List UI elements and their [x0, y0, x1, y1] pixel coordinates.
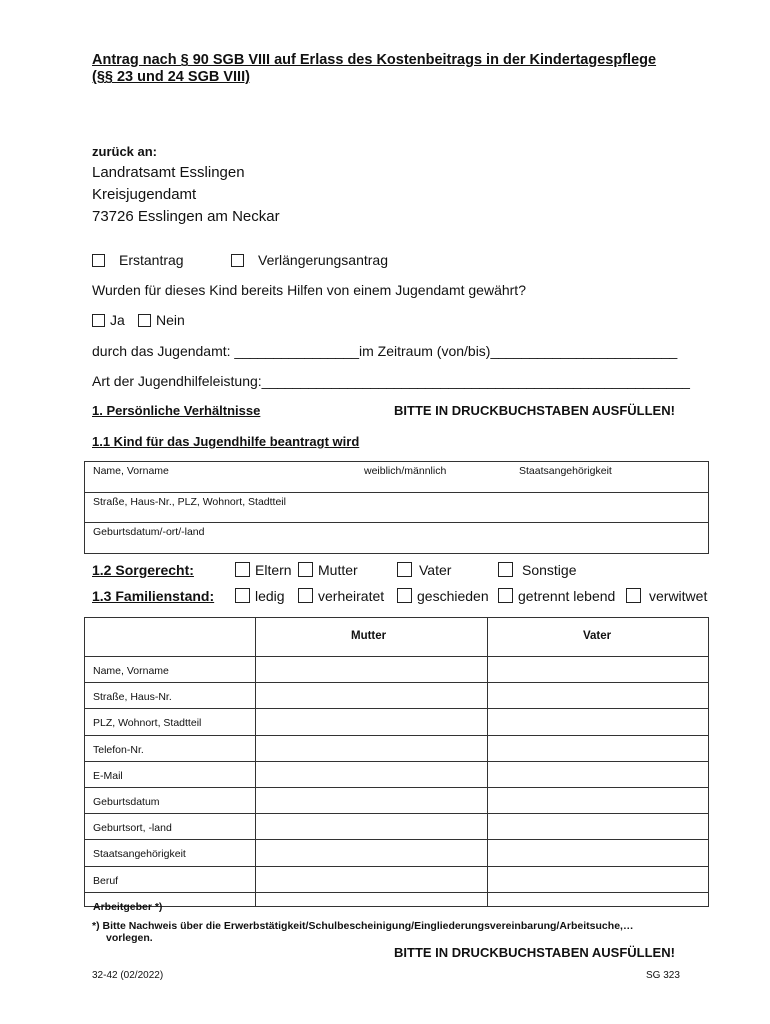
parent-row-label: Name, Vorname: [93, 665, 169, 677]
section1-notice: BITTE IN DRUCKBUCHSTABEN AUSFÜLLEN!: [394, 403, 675, 418]
option-nein[interactable]: [138, 312, 185, 328]
address-line2: Kreisjugendamt: [92, 186, 197, 203]
parents-table: [84, 617, 709, 913]
child-name-label: Name, Vorname: [93, 465, 169, 477]
section1-heading: 1. Persönliche Verhältnisse: [92, 403, 261, 418]
footnote-line2: vorlegen.: [106, 932, 153, 944]
label-sonstige: Sonstige: [522, 562, 577, 578]
address-line1: Landratsamt Esslingen: [92, 164, 245, 181]
checkbox-getrennt[interactable]: [498, 588, 513, 603]
label-vater: Vater: [419, 562, 452, 578]
parent-row-label: E-Mail: [93, 770, 123, 782]
label-erstantrag: Erstantrag: [119, 252, 184, 268]
option-ja[interactable]: [92, 312, 125, 328]
label-getrennt: getrennt lebend: [518, 588, 616, 604]
column-divider: [255, 618, 256, 906]
label-nein: Nein: [156, 312, 185, 328]
section1-3-heading: 1.3 Familienstand:: [92, 588, 215, 604]
section1-2-heading: 1.2 Sorgerecht:: [92, 562, 194, 578]
parent-row-label: Telefon-Nr.: [93, 744, 144, 756]
option-geschieden[interactable]: [397, 588, 489, 604]
label-mutter: Mutter: [318, 562, 358, 578]
youth-office-line[interactable]: durch das Jugendamt: ________________im Zeitraum (von/bis)________________________: [92, 343, 678, 359]
help-type-line[interactable]: Art der Jugendhilfeleistung:_______________________________________________________: [92, 373, 690, 389]
table-row-divider: [85, 761, 708, 762]
child-gender-label: weiblich/männlich: [364, 465, 447, 477]
parent-row-label: PLZ, Wohnort, Stadtteil: [93, 717, 202, 729]
parent-row-label: Staatsangehörigkeit: [93, 848, 186, 860]
option-verheiratet[interactable]: [298, 588, 384, 604]
column-header-vater: Vater: [583, 630, 612, 642]
address-line3: 73726 Esslingen am Neckar: [92, 208, 280, 225]
column-divider: [487, 618, 488, 906]
child-address-label: Straße, Haus-Nr., PLZ, Wohnort, Stadtteil: [93, 496, 286, 508]
label-verheiratet: verheiratet: [318, 588, 385, 604]
label-ledig: ledig: [255, 588, 285, 604]
table-row-divider: [85, 892, 708, 893]
label-ja: Ja: [110, 312, 125, 328]
parent-row-label: Geburtsort, -land: [93, 822, 172, 834]
label-eltern: Eltern: [255, 562, 292, 578]
child-table: [84, 461, 709, 554]
form-title-line1: Antrag nach § 90 SGB VIII auf Erlass des Kostenbeitrags in der Kindertagespflege: [92, 52, 657, 68]
table-row-divider: [85, 682, 708, 683]
label-geschieden: geschieden: [417, 588, 489, 604]
table-row-divider: [85, 813, 708, 814]
table-row-divider: [85, 787, 708, 788]
bottom-notice: BITTE IN DRUCKBUCHSTABEN AUSFÜLLEN!: [394, 945, 675, 960]
option-getrennt[interactable]: [498, 588, 615, 604]
option-sorgerecht-eltern[interactable]: [235, 562, 292, 578]
checkbox-geschieden[interactable]: [397, 588, 412, 603]
checkbox-erstantrag[interactable]: [92, 254, 105, 267]
form-code: SG 323: [646, 970, 680, 981]
checkbox-nein[interactable]: [138, 314, 151, 327]
table-row-divider: [85, 866, 708, 867]
option-sorgerecht-mutter[interactable]: [298, 562, 358, 578]
parent-row-label: Beruf: [93, 875, 119, 887]
form-title-line2: (§§ 23 und 24 SGB VIII): [92, 69, 250, 85]
option-sorgerecht-sonstige[interactable]: [498, 562, 576, 578]
label-verwitwet: verwitwet: [649, 588, 708, 604]
checkbox-eltern[interactable]: [235, 562, 250, 577]
checkbox-verheiratet[interactable]: [298, 588, 313, 603]
table-row-divider: [85, 656, 708, 657]
section1-1-heading: 1.1 Kind für das Jugendhilfe beantragt wird: [92, 434, 360, 449]
table-row-divider: [85, 735, 708, 736]
label-verlaengerung: Verlängerungsantrag: [258, 252, 388, 268]
parent-row-label: Geburtsdatum: [93, 796, 160, 808]
checkbox-verlaengerung[interactable]: [231, 254, 244, 267]
option-verwitwet[interactable]: [626, 588, 707, 604]
table-row-divider: [85, 839, 708, 840]
checkbox-verwitwet[interactable]: [626, 588, 641, 603]
checkbox-mutter[interactable]: [298, 562, 313, 577]
child-row-divider: [85, 492, 708, 493]
checkbox-ja[interactable]: [92, 314, 105, 327]
option-ledig[interactable]: [235, 588, 285, 604]
prior-help-question: Wurden für dieses Kind bereits Hilfen von einem Jugendamt gewährt?: [92, 282, 526, 298]
option-verlaengerung[interactable]: [231, 252, 388, 268]
return-label: zurück an:: [92, 144, 158, 159]
option-erstantrag[interactable]: [92, 252, 184, 268]
child-citizenship-label: Staatsangehörigkeit: [519, 465, 612, 477]
option-sorgerecht-vater[interactable]: [397, 562, 451, 578]
form-number: 32-42 (02/2022): [92, 970, 164, 981]
child-row-divider: [85, 522, 708, 523]
checkbox-vater[interactable]: [397, 562, 412, 577]
column-header-mutter: Mutter: [351, 630, 387, 642]
child-birth-label: Geburtsdatum/-ort/-land: [93, 526, 205, 538]
parent-row-label: Straße, Haus-Nr.: [93, 691, 172, 703]
table-row-divider: [85, 708, 708, 709]
checkbox-sonstige[interactable]: [498, 562, 513, 577]
footnote-line1: *) Bitte Nachweis über die Erwerbstätigkeit/Schulbescheinigung/Eingliederungsvereinbarung/Arbeitsuche,…: [92, 920, 634, 932]
checkbox-ledig[interactable]: [235, 588, 250, 603]
parent-row-label: Arbeitgeber *): [93, 901, 163, 913]
